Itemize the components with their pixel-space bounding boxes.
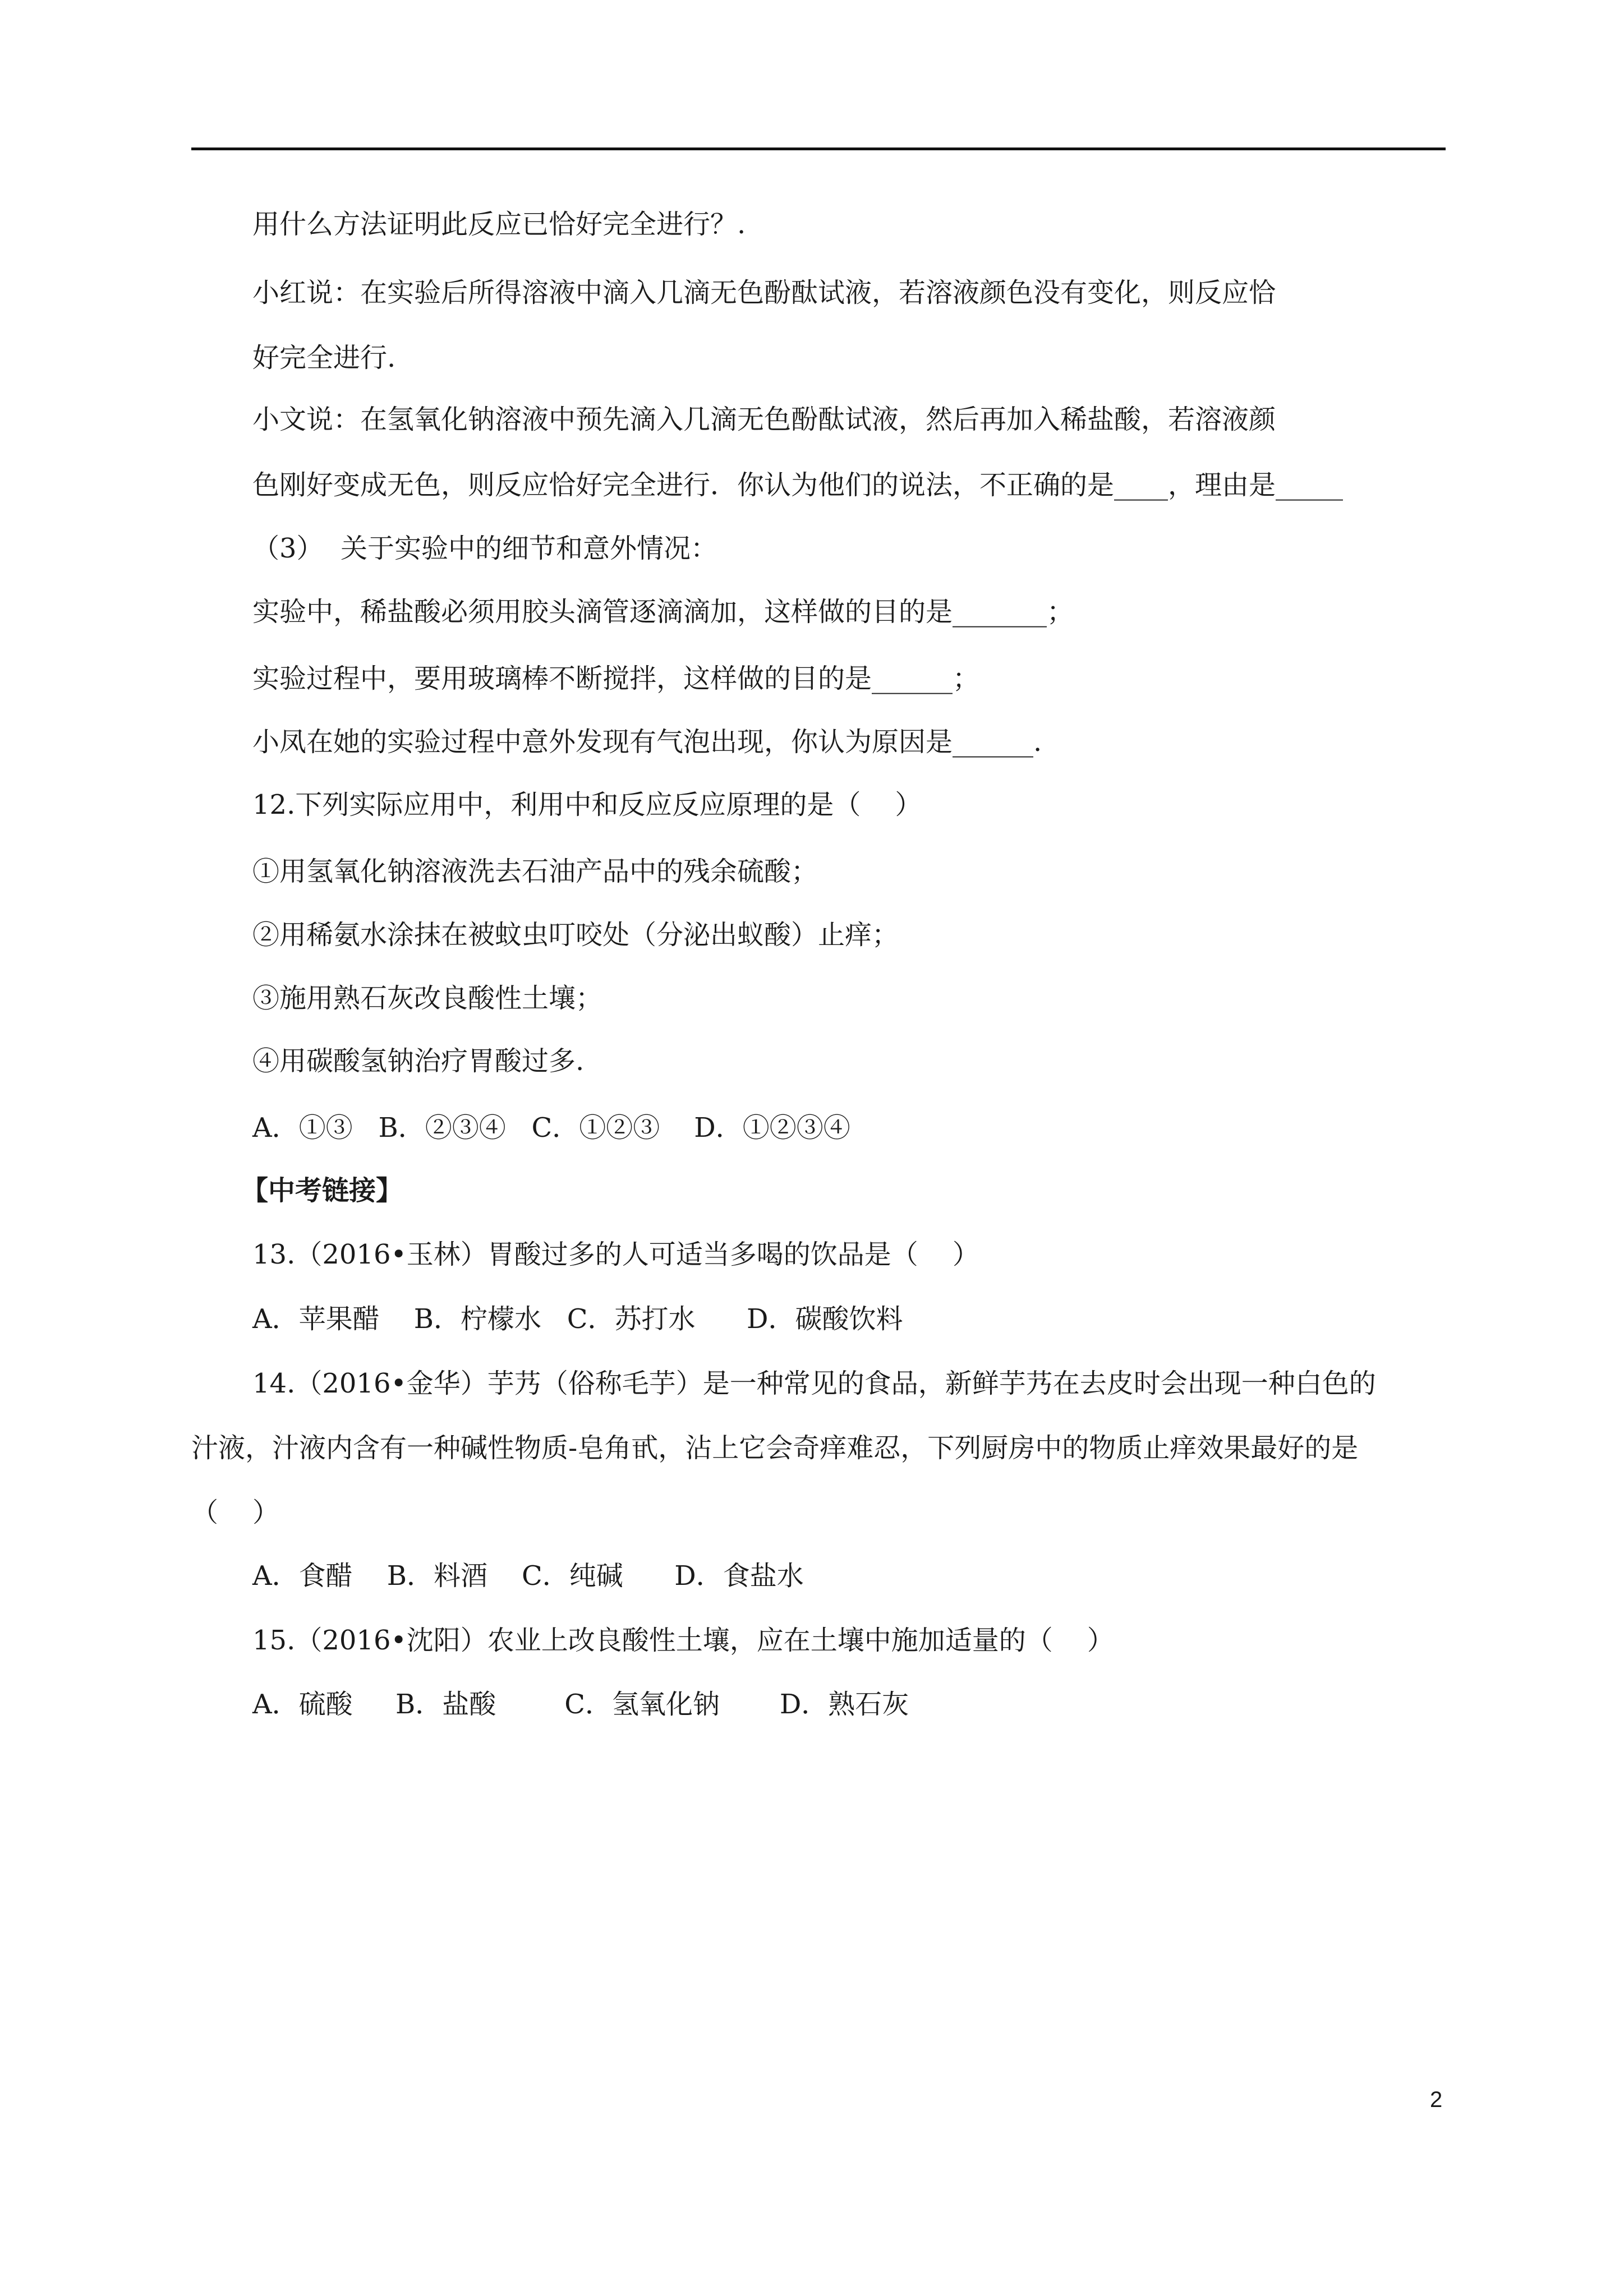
question-15-options: A．硫酸 B．盐酸 C．氢氧化钠 D．熟石灰 bbox=[252, 1689, 909, 1720]
page-number: 2 bbox=[1430, 2087, 1443, 2112]
question-12-options: A．①③ B．②③④ C．①②③ D．①②③④ bbox=[252, 1112, 850, 1144]
question-12-item-2: ②用稀氨水涂抹在被蚊虫叮咬处（分泌出蚁酸）止痒； bbox=[252, 919, 899, 951]
text-line-3: 好完全进行. bbox=[252, 342, 396, 374]
text-line-2: 小红说：在实验后所得溶液中滴入几滴无色酚酞试液，若溶液颜色没有变化，则反应恰 bbox=[252, 277, 1276, 308]
text-line-5: 色刚好变成无色，则反应恰好完全进行．你认为他们的说法，不正确的是____，理由是_____ bbox=[252, 469, 1344, 501]
question-14-options: A．食醋 B．料酒 C．纯碱 D．食盐水 bbox=[252, 1560, 804, 1592]
text-line-8: 实验过程中，要用玻璃棒不断搅拌，这样做的目的是______； bbox=[252, 663, 980, 694]
text-line-9: 小凤在她的实验过程中意外发现有气泡出现，你认为原因是______. bbox=[252, 726, 1042, 758]
section-heading: 【中考链接】 bbox=[241, 1175, 403, 1206]
question-12-stem: 12.下列实际应用中，利用中和反应反应原理的是（ ） bbox=[252, 789, 922, 820]
header-rule bbox=[191, 147, 1446, 150]
text-line-6: （3） 关于实验中的细节和意外情况： bbox=[252, 533, 718, 564]
question-12-item-3: ③施用熟石灰改良酸性土壤； bbox=[252, 983, 603, 1014]
question-14-stem-line-3: （ ） bbox=[191, 1497, 280, 1528]
question-14-stem-line-2: 汁液，汁液内含有一种碱性物质-皂角甙，沾上它会奇痒难忍，下列厨房中的物质止痒效果最好的是 bbox=[191, 1432, 1359, 1464]
question-13-options: A．苹果醋 B．柠檬水 C．苏打水 D．碳酸饮料 bbox=[252, 1303, 903, 1335]
question-13-stem: 13.（2016•玉林）胃酸过多的人可适当多喝的饮品是（ ） bbox=[252, 1239, 979, 1270]
text-line-7: 实验中，稀盐酸必须用胶头滴管逐滴滴加，这样做的目的是_______； bbox=[252, 596, 1074, 628]
question-12-item-4: ④用碳酸氢钠治疗胃酸过多. bbox=[252, 1045, 585, 1077]
question-14-stem-line-1: 14.（2016•金华）芋艿（俗称毛芋）是一种常见的食品，新鲜芋艿在去皮时会出现一种白色的 bbox=[252, 1368, 1376, 1399]
text-line-1: 用什么方法证明此反应已恰好完全进行？. bbox=[252, 209, 746, 240]
question-15-stem: 15.（2016•沈阳）农业上改良酸性土壤，应在土壤中施加适量的（ ） bbox=[252, 1625, 1114, 1656]
text-line-4: 小文说：在氢氧化钠溶液中预先滴入几滴无色酚酞试液，然后再加入稀盐酸，若溶液颜 bbox=[252, 404, 1276, 435]
question-12-item-1: ①用氢氧化钠溶液洗去石油产品中的残余硫酸； bbox=[252, 856, 818, 887]
